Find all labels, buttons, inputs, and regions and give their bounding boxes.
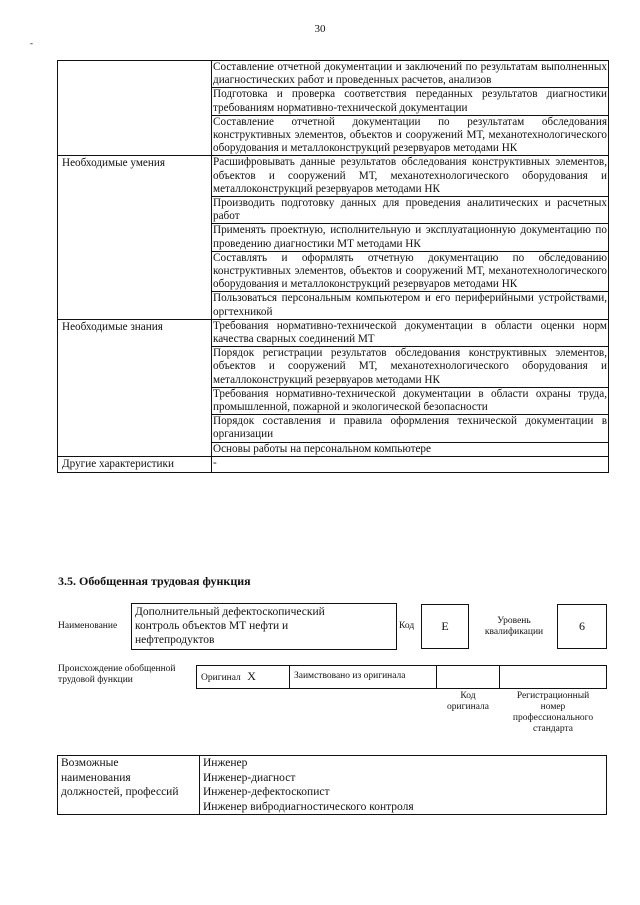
action-row: Составление отчетной документации по результатам обследования конструктивных элементов, объектов и сооружений МТ, механотехнологического оборудования и металлоконструкций резервуаров методами НК bbox=[213, 115, 607, 155]
function-name-line: нефтепродуктов bbox=[135, 634, 215, 646]
skill-row: Составлять и оформлять отчетную документацию по обследованию конструктивных элементов, объектов и сооружений МТ, механотехнологического оборудования и металлоконструкций резервуаров методами НК bbox=[213, 251, 607, 291]
margin-mark: - bbox=[30, 38, 33, 48]
page-number: 30 bbox=[314, 23, 326, 35]
function-name-box bbox=[131, 603, 397, 650]
borrowed-label: Заимствовано из оригинала bbox=[294, 671, 406, 681]
function-name-line: контроль объектов МТ нефти и bbox=[135, 620, 289, 632]
origin-label: Происхождение обобщенной трудовой функции bbox=[58, 664, 176, 685]
position-item: Инженер bbox=[200, 756, 607, 771]
level-value: 6 bbox=[557, 604, 607, 649]
skill-row: Пользоваться персональным компьютером и его периферийными устройствами, оргтехникой bbox=[213, 292, 607, 318]
knowledge-row: Основы работы на персональном компьютере bbox=[212, 442, 609, 456]
position-item: Инженер-диагност bbox=[200, 771, 607, 786]
skill-row: Применять проектную, исполнительную и эксплуатационную документацию по проведению диагностики МТ методами НК bbox=[213, 224, 607, 250]
reg-number-caption: Регистрационный номер профессионального стандарта bbox=[512, 691, 594, 734]
other-label: Другие характеристики bbox=[58, 456, 212, 472]
knowledge-row: Требования нормативно-технической документации в области оценки норм качества сварных соединений МТ bbox=[213, 319, 607, 346]
skill-row: Производить подготовку данных для проведения аналитических и расчетных работ bbox=[213, 197, 607, 223]
labor-actions-table bbox=[57, 60, 609, 473]
skills-label: Необходимые умения bbox=[58, 156, 212, 319]
level-label: Уровень квалификации bbox=[484, 616, 544, 637]
section-title: 3.5. Обобщенная трудовая функция bbox=[58, 574, 251, 588]
code-label: Код bbox=[399, 621, 415, 631]
code-value: E bbox=[421, 604, 469, 649]
other-value: - bbox=[212, 456, 609, 472]
skill-row: Расшифровывать данные результатов обследования конструктивных элементов, объектов и сооружений МТ, механотехнологического оборудования и металлоконструкций резервуаров методами НК bbox=[213, 156, 607, 195]
positions-label: Возможные наименования должностей, профессий bbox=[58, 756, 200, 815]
name-label: Наименование bbox=[58, 621, 118, 631]
action-row: Составление отчетной документации и заключений по результатам выполненных диагностических работ и проведенных расчетов, анализов bbox=[213, 61, 607, 87]
position-item: Инженер вибродиагностического контроля bbox=[200, 800, 607, 815]
positions-table bbox=[57, 755, 607, 815]
knowledge-row: Требования нормативно-технической документации в области охраны труда, промышленной, пожарной и экологической безопасности bbox=[213, 387, 607, 414]
original-label: Оригинал X bbox=[201, 669, 256, 683]
position-item: Инженер-дефектоскопист bbox=[200, 785, 607, 800]
action-row: Подготовка и проверка соответствия переданных результатов диагностики требованиям нормативно-технической документации bbox=[213, 88, 607, 114]
original-checkmark: X bbox=[247, 669, 256, 683]
knowledge-row: Порядок составления и правила оформления технической документации в организации bbox=[213, 415, 607, 441]
actions-label-cell bbox=[58, 61, 212, 156]
original-code-caption: Код оригинала bbox=[447, 691, 489, 712]
function-name-line: Дополнительный дефектоскопический bbox=[135, 606, 325, 618]
knowledge-label: Необходимые знания bbox=[58, 319, 212, 456]
knowledge-row: Порядок регистрации результатов обследования конструктивных элементов, объектов и сооружений МТ, механотехнологического оборудования и металлоконструкций резервуаров методами НК bbox=[213, 347, 607, 386]
